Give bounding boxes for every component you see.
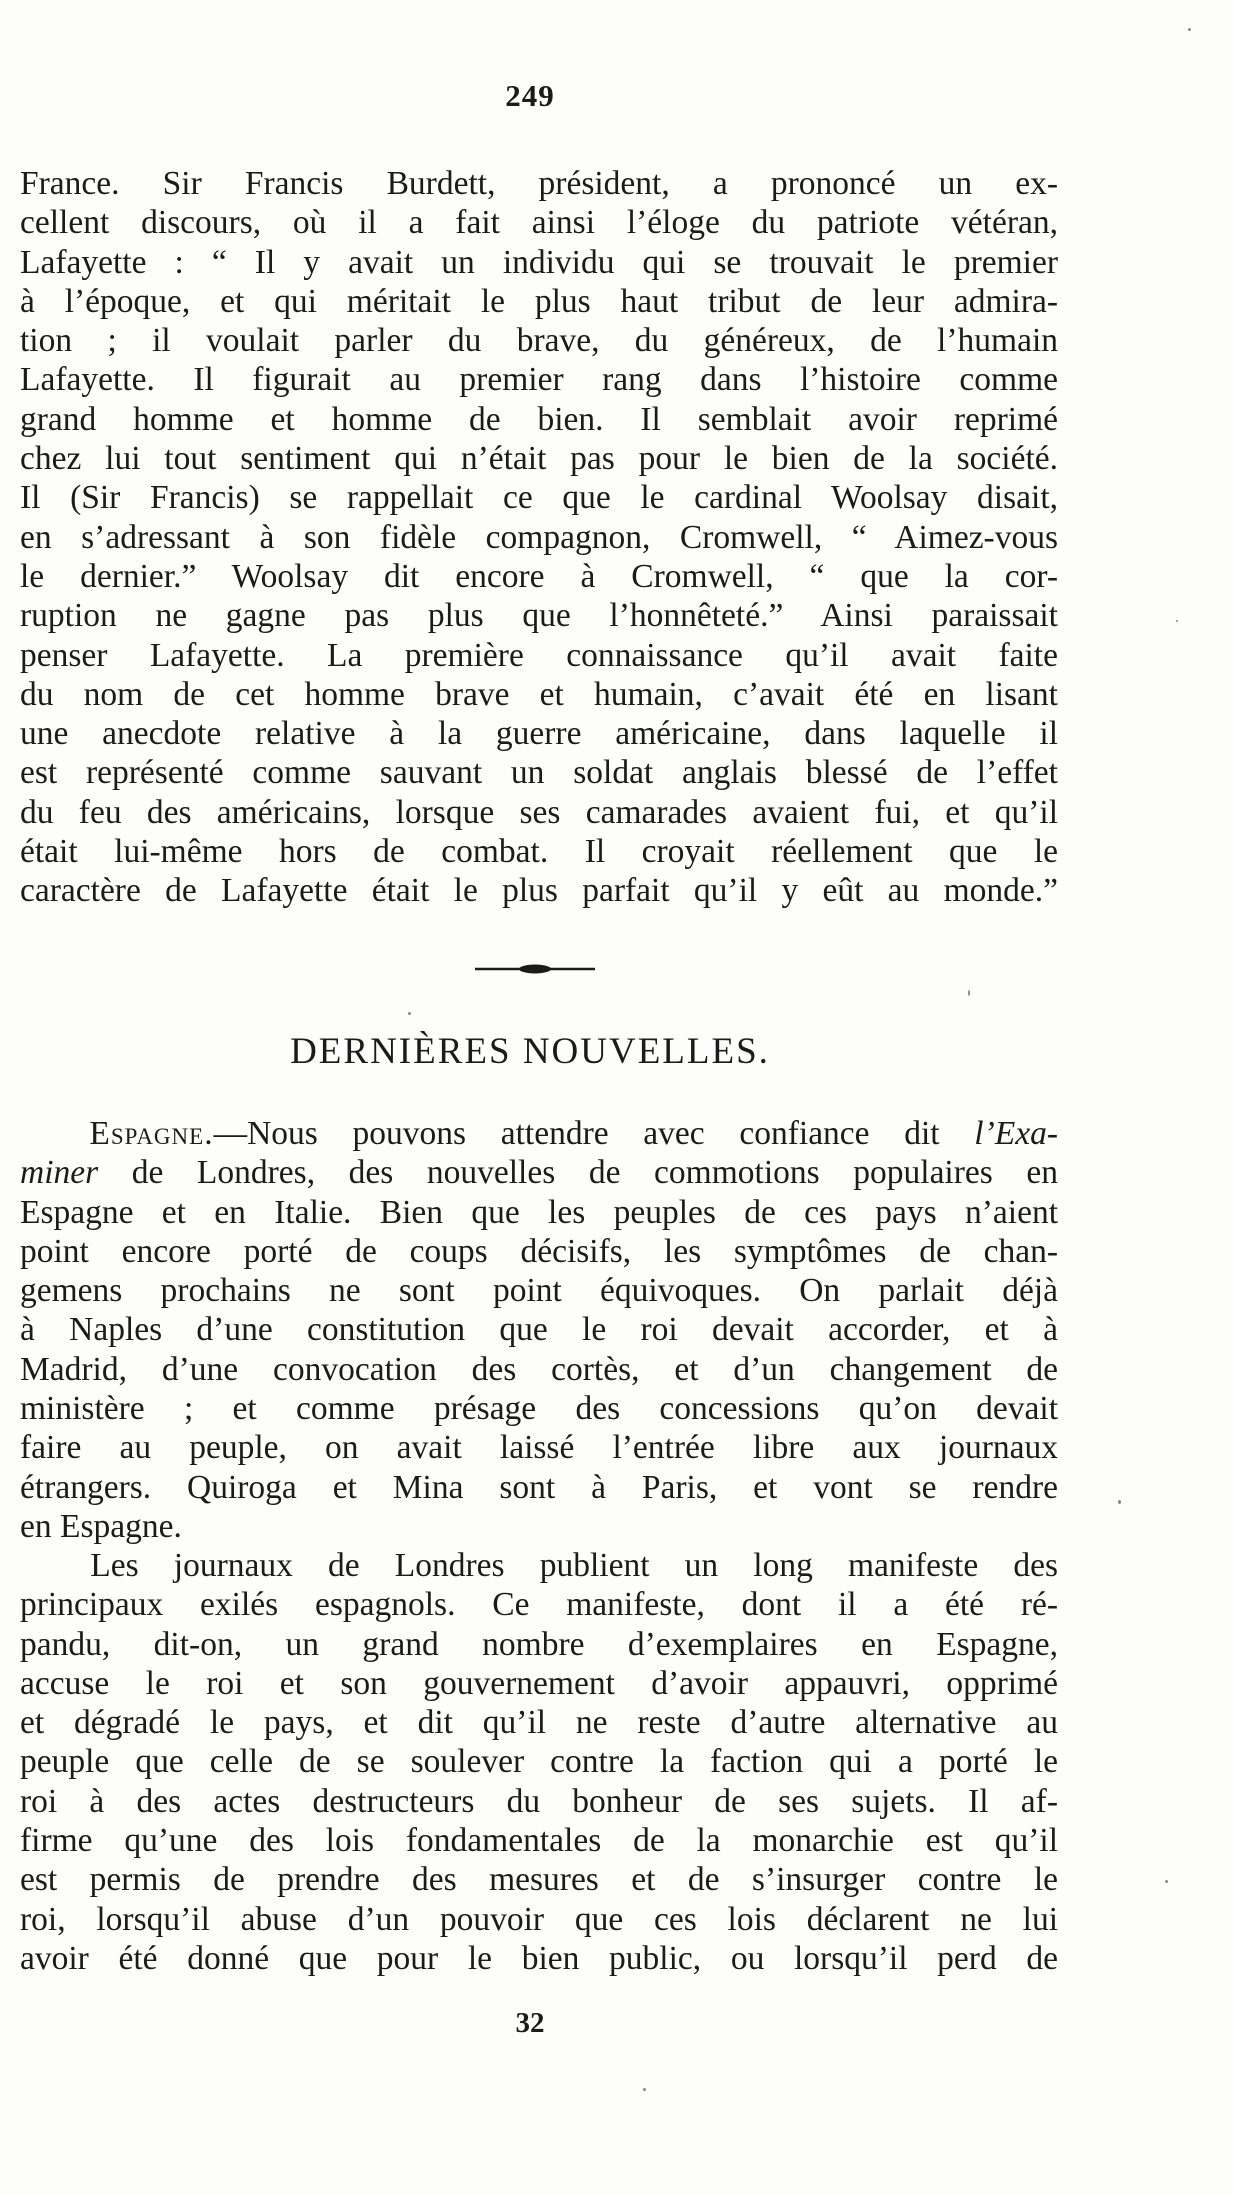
- text-run: de Londres, des nouvelles de commotions populaires en: [98, 1154, 1058, 1192]
- text-line: tion ; il voulait parler du brave, du généreux, de l’humain: [20, 322, 1058, 360]
- text-line: du feu des américains, lorsque ses camarades avaient fui, et qu’il: [20, 793, 1058, 831]
- text-line: peuple que celle de se soulever contre la faction qui a porté le: [20, 1743, 1058, 1781]
- text-line: Espagne et en Italie. Bien que les peuples de ces pays n’aient: [20, 1193, 1058, 1231]
- signature-mark: 32: [515, 2007, 545, 2039]
- paragraph-burdett-speech: [20, 164, 1058, 911]
- text-line: caractère de Lafayette était le plus parfait qu’il y eût au monde.”: [20, 872, 1058, 910]
- text-line: grand homme et homme de bien. Il semblait avoir reprimé: [20, 400, 1058, 438]
- paragraph-manifeste: [20, 1546, 1058, 1978]
- text-line: principaux exilés espagnols. Ce manifeste, dont il a été ré-: [20, 1586, 1058, 1624]
- text-line: à Naples d’une constitution que le roi devait accorder, et à: [20, 1311, 1058, 1349]
- text-line: roi, lorsqu’il abuse d’un pouvoir que ces lois déclarent ne lui: [20, 1900, 1058, 1938]
- text-line: chez lui tout sentiment qui n’était pas pour le bien de la société.: [20, 440, 1058, 478]
- text-line: firme qu’une des lois fondamentales de la monarchie est qu’il: [20, 1822, 1058, 1860]
- text-line: est permis de prendre des mesures et de s’insurger contre le: [20, 1861, 1058, 1899]
- text-run: Les journaux de Londres publient un long manifeste des: [90, 1547, 1059, 1584]
- text-line: France. Sir Francis Burdett, président, a prononcé un ex-: [20, 165, 1058, 202]
- text-line: ministère ; et comme présage des concessions qu’on devait: [20, 1390, 1058, 1428]
- text-line: à l’époque, et qui méritait le plus haut tribut de leur admira-: [20, 282, 1058, 320]
- text-line: était lui-même hors de combat. Il croyait réellement que le: [20, 833, 1058, 871]
- print-speck: [643, 2088, 646, 2091]
- text-line: en Espagne.: [20, 1507, 182, 1545]
- text-line: et dégradé le pays, et dit qu’il ne reste d’autre alternative au: [20, 1704, 1058, 1742]
- text-line: en s’adressant à son fidèle compagnon, Cromwell, “ Aimez-vous: [20, 518, 1058, 556]
- section-divider-ornament: [475, 962, 595, 976]
- print-speck: [408, 1012, 411, 1015]
- paragraph-espagne: [20, 1114, 1058, 1546]
- text-line: point encore porté de coups décisifs, les symptômes de chan-: [20, 1232, 1058, 1270]
- text-line: étrangers. Quiroga et Mina sont à Paris, et vont se rendre: [20, 1468, 1058, 1506]
- text-line: pandu, dit-on, un grand nombre d’exemplaires en Espagne,: [20, 1625, 1058, 1663]
- text-line: le dernier.” Woolsay dit encore à Cromwell, “ que la cor-: [20, 557, 1058, 595]
- publication-title: miner: [20, 1154, 99, 1192]
- text-line: Lafayette. Il figurait au premier rang dans l’histoire comme: [20, 361, 1058, 399]
- text-run: —Nous pouvons attendre avec confiance dit: [213, 1115, 975, 1152]
- text-line: Lafayette : “ Il y avait un individu qui se trouvait le premier: [20, 243, 1058, 281]
- text-line: [20, 1546, 1058, 1585]
- text-line: avoir été donné que pour le bien public, ou lorsqu’il perd de: [20, 1939, 1058, 1977]
- section-title: DERNIÈRES NOUVELLES.: [290, 1031, 770, 1072]
- text-line: cellent discours, où il a fait ainsi l’éloge du patriote vétéran,: [20, 204, 1058, 242]
- print-speck: [1165, 1880, 1168, 1883]
- print-speck: [1176, 620, 1178, 622]
- text-line: Madrid, d’une convocation des cortès, et d’un changement de: [20, 1350, 1058, 1388]
- text-line: roi à des actes destructeurs du bonheur de ses sujets. Il af-: [20, 1782, 1058, 1820]
- paragraph-lead: Espagne.: [89, 1115, 214, 1152]
- page-number: 249: [505, 78, 555, 113]
- text-line: faire au peuple, on avait laissé l’entrée libre aux journaux: [20, 1429, 1058, 1467]
- text-line: ruption ne gagne pas plus que l’honnêteté.” Ainsi paraissait: [20, 597, 1058, 635]
- text-line: une anecdote relative à la guerre américaine, dans laquelle il: [20, 715, 1058, 753]
- text-line: est représenté comme sauvant un soldat anglais blessé de l’effet: [20, 754, 1058, 792]
- text-line: [20, 1153, 1058, 1192]
- text-line: gemens prochains ne sont point équivoques. On parlait déjà: [20, 1272, 1058, 1310]
- text-line: du nom de cet homme brave et humain, c’avait été en lisant: [20, 675, 1058, 713]
- print-speck: [1118, 1500, 1121, 1504]
- text-line: [20, 1114, 1058, 1153]
- publication-title: l’Exa-: [974, 1115, 1058, 1152]
- text-line: accuse le roi et son gouvernement d’avoir appauvri, opprimé: [20, 1664, 1058, 1702]
- print-speck: [968, 990, 970, 996]
- print-speck: [1188, 28, 1191, 31]
- text-line: Il (Sir Francis) se rappellait ce que le cardinal Woolsay disait,: [20, 479, 1058, 517]
- text-line: penser Lafayette. La première connaissance qu’il avait faite: [20, 636, 1058, 674]
